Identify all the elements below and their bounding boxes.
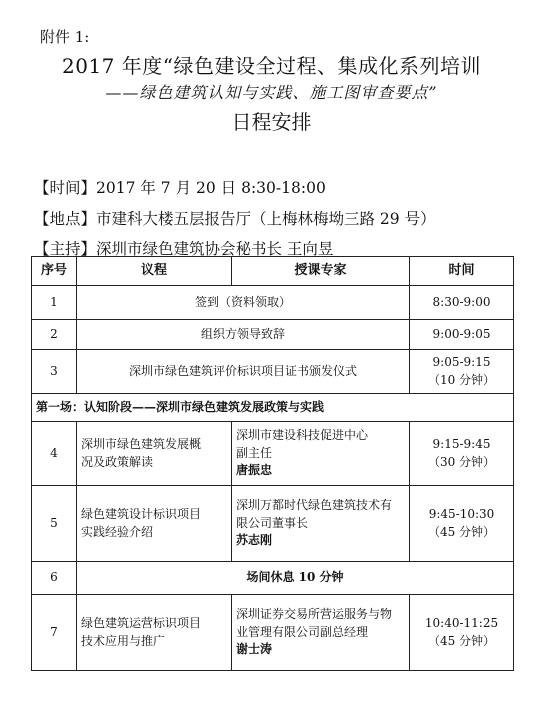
agenda-line: 技术应用与推广 xyxy=(81,633,166,648)
expert-name: 苏志刚 xyxy=(236,533,273,548)
expert-org: 深圳市建设科技促进中心 xyxy=(236,428,369,443)
expert-title: 限公司董事长 xyxy=(236,515,309,530)
row-expert xyxy=(232,486,410,562)
row-agenda xyxy=(77,595,232,671)
row-time-range: 9:45-10:30 xyxy=(428,507,495,522)
row-time-range: 9:05-9:15 xyxy=(432,355,491,370)
meta-host: 【主持】深圳市绿色建筑协会秘书长 王向昱 xyxy=(34,240,334,258)
row-agenda: 签到（资料领取） xyxy=(77,286,410,320)
expert-org: 深圳证券交易所营运服务与物 xyxy=(236,607,393,622)
expert-title: 业管理有限公司副总经理 xyxy=(236,624,369,639)
table-row xyxy=(32,320,514,350)
agenda-line: 绿色建筑设计标识项目 xyxy=(81,507,202,522)
header-time: 时间 xyxy=(410,257,514,286)
agenda-line: 况及政策解读 xyxy=(81,454,154,469)
row-no: 6 xyxy=(32,562,77,595)
table-row xyxy=(32,562,514,595)
row-expert xyxy=(232,422,410,486)
header-agenda: 议程 xyxy=(77,257,232,286)
row-no: 2 xyxy=(32,320,77,350)
agenda-line: 实践经验介绍 xyxy=(81,524,154,539)
row-time-range: 10:40-11:25 xyxy=(424,616,499,631)
row-time-range: 9:15-9:45 xyxy=(432,437,491,452)
section-row xyxy=(32,394,514,422)
expert-name: 谢士涛 xyxy=(236,642,273,657)
row-no: 5 xyxy=(32,486,77,562)
table-row xyxy=(32,595,514,671)
table-row xyxy=(32,350,514,394)
table-header-row xyxy=(32,257,514,286)
table-row xyxy=(32,422,514,486)
header-no: 序号 xyxy=(32,257,77,286)
expert-title: 副主任 xyxy=(236,445,273,460)
row-time xyxy=(410,350,514,394)
expert-org: 深圳万都时代绿色建筑技术有 xyxy=(236,498,393,513)
row-no: 1 xyxy=(32,286,77,320)
row-time xyxy=(410,422,514,486)
expert-name: 唐振忠 xyxy=(236,463,273,478)
row-time: 9:00-9:05 xyxy=(410,320,514,350)
row-no: 3 xyxy=(32,350,77,394)
table-row xyxy=(32,286,514,320)
table-row xyxy=(32,486,514,562)
meta-place: 【地点】市建科大楼五层报告厅（上梅林梅坳三路 29 号） xyxy=(34,210,436,228)
row-time-duration: （45 分钟） xyxy=(427,633,496,648)
agenda-line: 绿色建筑运营标识项目 xyxy=(81,616,202,631)
row-time-duration: （10 分钟） xyxy=(427,372,496,387)
row-agenda: 深圳市绿色建筑评价标识项目证书颁发仪式 xyxy=(77,350,410,394)
document-title: 2017 年度“绿色建设全过程、集成化系列培训 xyxy=(62,54,481,78)
section-title: 第一场：认知阶段——深圳市绿色建筑发展政策与实践 xyxy=(32,394,514,422)
row-time xyxy=(410,595,514,671)
row-time-duration: （45 分钟） xyxy=(427,524,496,539)
row-no: 7 xyxy=(32,595,77,671)
schedule-table xyxy=(31,256,514,671)
agenda-line: 深圳市绿色建筑发展概 xyxy=(81,437,202,452)
row-no: 4 xyxy=(32,422,77,486)
row-agenda xyxy=(77,486,232,562)
row-expert xyxy=(232,595,410,671)
row-time: 8:30-9:00 xyxy=(410,286,514,320)
row-break: 场间休息 10 分钟 xyxy=(77,562,514,595)
row-time-duration: （30 分钟） xyxy=(427,454,496,469)
row-agenda xyxy=(77,422,232,486)
row-time xyxy=(410,486,514,562)
attachment-label: 附件 1: xyxy=(40,28,90,46)
document-subtitle: ——绿色建筑认知与实践、施工图审查要点” xyxy=(105,83,438,102)
header-expert: 授课专家 xyxy=(232,257,410,286)
row-agenda: 组织方领导致辞 xyxy=(77,320,410,350)
schedule-heading: 日程安排 xyxy=(231,110,312,134)
meta-time: 【时间】2017 年 7 月 20 日 8:30-18:00 xyxy=(34,179,326,197)
